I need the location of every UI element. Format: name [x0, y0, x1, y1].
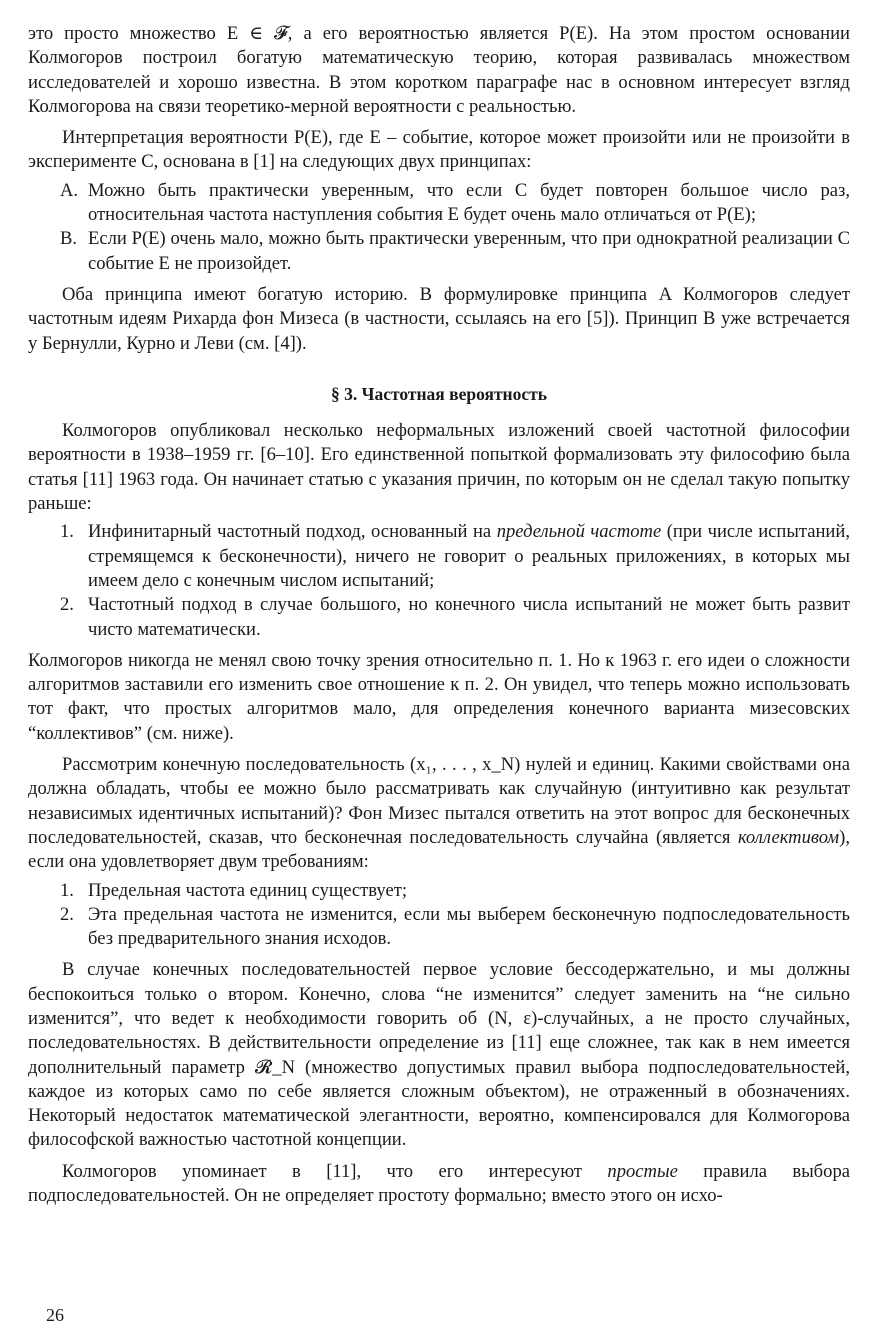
list-item-text: Предельная частота единиц существует; [88, 879, 408, 901]
paragraph-intro: это просто множество E ∈ 𝓕, а его вероятностью является P(E). На этом простом основании Колмогоров построил богатую математическую теорию, которая развивалась множеством исследователей и хорошо известна. В этом коротком параграфе нас в основном интересует взгляд Колмогорова на связи теоретико-мерной вероятности с реальностью. [28, 23, 850, 117]
paragraph-interpretation: Интерпретация вероятности P(E), где E – событие, которое может произойти или не произойти в эксперименте C, основана в [1] на следующих двух принципах: [28, 127, 850, 173]
list-item [28, 593, 850, 642]
emphasis-text: коллективом [737, 826, 840, 848]
list-marker: A. [60, 179, 79, 201]
paragraph-text: Колмогоров упоминает в [11], что его интересуют [62, 1160, 608, 1182]
list-item [28, 903, 850, 952]
section-heading: § 3. Частотная вероятность [330, 383, 548, 404]
paragraph-simple-rules [28, 1160, 850, 1209]
page-body [28, 22, 850, 1208]
paragraph-finite: В случае конечных последовательностей первое условие бессодержательно, и мы должны беспокоиться только о втором. Конечно, слова “не изменится” следует заменить на “не сильно изменится”, что ведет к необходимости говорить об (N, ε)-случайных, а не просто случайных, последовательностях. В действительности определение из [11] еще сложнее, так как в нем имеется дополнительный параметр 𝓡_N (множество допустимых правил выбора подпоследовательностей, каждое из которых само по себе является сложным объектом), не отраженный в обозначениях. Некоторый недостаток математической элегантности, вероятно, компенсировался для Колмогорова философской важностью частотной концепции. [28, 959, 850, 1151]
list-item-text: Частотный подход в случае большого, но конечного числа испытаний не может быть развит чисто математически. [88, 594, 850, 640]
paragraph-complexity: Колмогоров никогда не менял свою точку зрения относительно п. 1. Но к 1963 г. его идеи о сложности алгоритмов заставили его изменить свое отношение к п. 2. Он увидел, что теперь можно использовать тот факт, что простых алгоритмов мало, для определения конечного варианта мизесовских “коллективов” (см. ниже). [28, 649, 850, 744]
emphasis-text: простые [607, 1160, 678, 1182]
paragraph-publications: Колмогоров опубликовал несколько неформальных изложений своей частотной философии вероятности в 1938–1959 гг. [6–10]. Его единственной попыткой формализовать эту философию была статья [11] 1963 года. Он начинает статью с указания причин, по которым он не сделал такую попытку раньше: [28, 420, 850, 515]
list-item-text: Эта предельная частота не изменится, если мы выберем бесконечную подпоследовательность без предварительного знания исходов. [88, 903, 850, 950]
list-item-text: (при числе испытаний, стремящемся к бесконечности), ничего не говорит о реальных приложениях, в которых мы имеем дело с конечным числом испытаний; [88, 521, 850, 591]
list-marker: B. [60, 228, 78, 250]
principles-list [28, 179, 850, 276]
paragraph-text: Рассмотрим конечную последовательность (x₁, . . . , x_N) нулей и единиц. Какими свойствами она должна обладать, чтобы ее можно было рассматривать как случайную (интуитивно как результат независимых идентичных испытаний)? Фон Мизес пытался ответить на этот вопрос для бесконечных последовательностей, сказав, что бесконечная последовательность случайна (является [28, 754, 850, 848]
list-marker: 1. [60, 879, 74, 901]
list-item-text: Можно быть практически уверенным, что если C будет повторен большое число раз, относительная частота наступления события E будет очень мало отличаться от P(E); [88, 179, 850, 226]
list-marker: 2. [60, 903, 74, 925]
list-item [28, 520, 850, 593]
emphasis-text: предельной частоте [496, 521, 662, 543]
list-item-text: Инфинитарный частотный подход, основанный на [88, 521, 497, 543]
list-marker: 2. [60, 594, 74, 616]
reasons-list [28, 520, 850, 641]
paragraph-text: правила выбора подпоследовательностей. Он не определяет простоту формально; вместо этого он исхо- [28, 1160, 850, 1207]
paragraph-text: ), если она удовлетворяет двум требованиям: [28, 826, 850, 873]
requirements-list [28, 879, 850, 952]
paragraph-mises [28, 753, 850, 874]
list-item [28, 879, 850, 903]
list-item-text: Если P(E) очень мало, можно быть практически уверенным, что при однократной реализации C событие E не произойдет. [88, 228, 850, 274]
list-item [28, 179, 850, 228]
list-item [28, 227, 850, 276]
page-number: 26 [46, 1305, 64, 1325]
paragraph-history: Оба принципа имеют богатую историю. В формулировке принципа A Колмогоров следует частотным идеям Рихарда фон Мизеса (в частности, ссылаясь на его [5]). Принцип B уже встречается у Бернулли, Курно и Леви (см. [4]). [28, 283, 850, 354]
list-marker: 1. [60, 521, 74, 543]
